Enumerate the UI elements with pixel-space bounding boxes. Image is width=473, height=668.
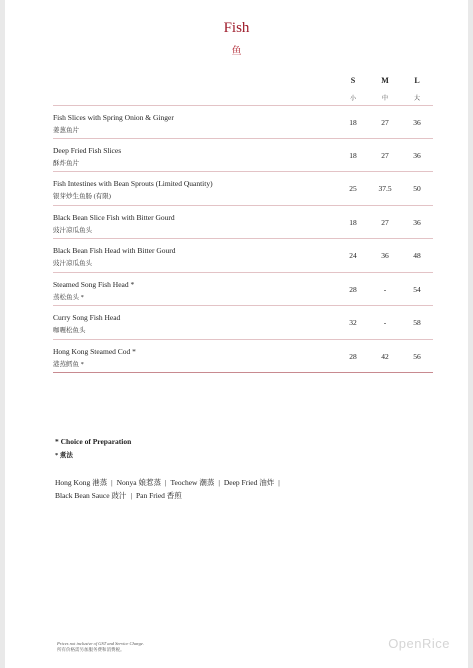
- price-medium: 37.5: [378, 184, 392, 193]
- price-medium: 27: [381, 217, 389, 227]
- price-medium: 36: [381, 251, 389, 260]
- separator: |: [164, 478, 167, 487]
- dish-name: Black Bean Fish Head with Bitter Gourd: [53, 246, 176, 255]
- footer-note-chinese: 所有价格需另加服务费和消费税。: [57, 647, 125, 652]
- dish-name: Fish Intestines with Bean Sprouts (Limited Quantity): [53, 179, 213, 188]
- menu-item-row: [53, 105, 433, 139]
- price-large: 56: [413, 351, 421, 361]
- preparation-choice-heading: [55, 437, 131, 459]
- footer-note-english: Prices not inclusive of GST and Service Charge.: [57, 641, 144, 646]
- separator: |: [218, 478, 220, 487]
- menu-item-row: [53, 206, 433, 240]
- menu-item-row: [53, 172, 433, 206]
- price-large: 58: [413, 318, 421, 327]
- price-large: 36: [413, 150, 421, 160]
- preparation-option: Deep Fried 油炸: [223, 478, 275, 487]
- separator: |: [130, 491, 132, 500]
- preparation-option: Teochew 潮蒸: [170, 478, 215, 487]
- price-small: 24: [349, 251, 357, 260]
- price-medium: 27: [381, 150, 389, 160]
- preparation-choice-title: * Choice of Preparation: [55, 437, 132, 446]
- dish-name: Hong Kong Steamed Cod *: [53, 346, 136, 356]
- price-medium: 27: [381, 118, 389, 127]
- separator: |: [111, 478, 113, 487]
- price-small: 18: [349, 150, 357, 160]
- page-title: Fish: [223, 20, 250, 36]
- dish-name-chinese: 豉汁凉瓜鱼头: [53, 226, 92, 234]
- preparation-options: [55, 476, 375, 502]
- price-large: 36: [413, 217, 421, 227]
- dish-name: Black Bean Slice Fish with Bitter Gourd: [53, 212, 175, 222]
- dish-name-chinese: 酥炸鱼片: [53, 159, 79, 167]
- menu-page: [5, 0, 468, 668]
- price-small: 18: [349, 118, 357, 127]
- separator: |: [278, 478, 280, 487]
- price-medium: -: [383, 318, 387, 327]
- price-large: 36: [413, 118, 421, 127]
- dish-name-chinese: 港蒸鳕鱼 *: [53, 360, 84, 368]
- dish-name-chinese: 咖喱松鱼头: [53, 327, 86, 334]
- footer-note: [57, 641, 144, 653]
- price-small: 28: [349, 284, 357, 294]
- price-small: 18: [349, 217, 357, 227]
- preparation-option: Pan Fried 香煎: [135, 491, 182, 500]
- dish-name: Curry Song Fish Head: [53, 313, 121, 322]
- price-medium: 42: [381, 351, 389, 361]
- size-header-large-chinese: 大: [413, 96, 420, 102]
- price-large: 54: [413, 284, 421, 294]
- preparation-option: Black Bean Sauce 豉汁: [55, 491, 127, 500]
- menu-item-list: [53, 105, 433, 373]
- price-large: 50: [413, 184, 421, 193]
- menu-item-row: [53, 273, 433, 307]
- size-header-medium: M: [381, 76, 389, 85]
- price-small: 25: [349, 184, 357, 193]
- size-header-small: S: [350, 76, 356, 85]
- size-header-small-chinese: 小: [349, 96, 356, 102]
- page-title-chinese: 鱼: [231, 46, 242, 57]
- price-small: 28: [349, 351, 357, 361]
- dish-name: Fish Slices with Spring Onion & Ginger: [53, 113, 174, 122]
- openrice-watermark: OpenRice: [388, 636, 450, 651]
- price-small: 32: [349, 318, 357, 327]
- menu-item-row: [53, 239, 433, 273]
- dish-name: Steamed Song Fish Head *: [53, 279, 135, 289]
- menu-item-row: [53, 340, 433, 374]
- menu-item-row: [53, 139, 433, 173]
- dish-name-chinese: 银芽炒生鱼肠 (有限): [53, 193, 111, 200]
- dish-name-chinese: 豉汁凉瓜鱼头: [53, 260, 92, 267]
- price-medium: -: [383, 284, 387, 294]
- dish-name-chinese: 姜葱鱼片: [53, 127, 79, 134]
- preparation-choice-title-chinese: * 煮法: [55, 452, 73, 459]
- price-large: 48: [413, 251, 421, 260]
- size-header-large: L: [414, 76, 420, 85]
- menu-item-row: [53, 306, 433, 340]
- size-header-medium-chinese: 中: [381, 96, 388, 102]
- dish-name: Deep Fried Fish Slices: [53, 145, 122, 155]
- preparation-option: Nonya 娘惹蒸: [116, 478, 161, 487]
- dish-name-chinese: 蒸松鱼头 *: [53, 293, 84, 301]
- preparation-option: Hong Kong 港蒸: [55, 478, 108, 487]
